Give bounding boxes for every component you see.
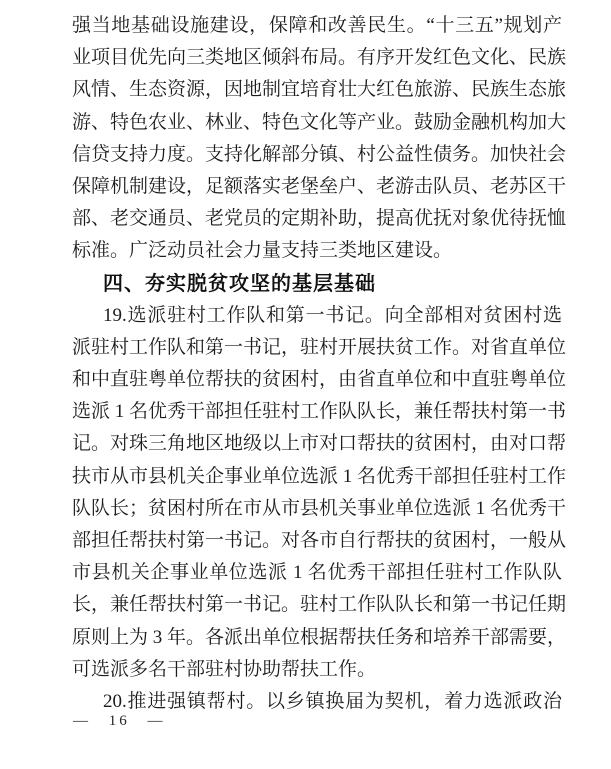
body-line: 可选派多名干部驻村协助帮扶工作。 — [72, 658, 377, 680]
body-line: 19.选派驻村工作队和第一书记。向全部相对贫困村选 — [103, 304, 562, 326]
body-line: 扶市从市县机关企事业单位选派 1 名优秀干部担任驻村工作 — [72, 465, 567, 487]
body-line: 保障机制建设，足额落实老堡垒户、老游击队员、老苏区干 — [72, 175, 567, 197]
document-body — [72, 10, 567, 718]
body-line: 队队长；贫困村所在市从市县机关事业单位选派 1 名优秀干 — [72, 497, 567, 519]
body-line: 强当地基础设施建设，保障和改善民生。“十三五”规划产 — [72, 15, 562, 36]
body-line: 游、特色农业、林业、特色文化等产业。鼓励金融机构加大 — [72, 111, 567, 133]
body-line: 和中直驻粤单位帮扶的贫困村，由省直单位和中直驻粤单位 — [72, 369, 567, 391]
body-line: 业项目优先向三类地区倾斜布局。有序开发红色文化、民族 — [72, 47, 567, 69]
body-line: 原则上为 3 年。各派出单位根据帮扶任务和培养干部需要， — [72, 626, 567, 648]
body-line: 长，兼任帮扶村第一书记。驻村工作队队长和第一书记任期 — [72, 594, 567, 616]
body-line: 选派 1 名优秀干部担任驻村工作队队长，兼任帮扶村第一书 — [72, 401, 567, 423]
body-line: 市县机关企事业单位选派 1 名优秀干部担任驻村工作队队 — [72, 562, 562, 584]
section-heading: 四、夯实脱贫攻坚的基层基础 — [103, 272, 376, 295]
body-line: 标准。广泛动员社会力量支持三类地区建设。 — [72, 240, 453, 262]
body-line: 信贷支持力度。支持化解部分镇、村公益性债务。加快社会 — [72, 143, 567, 165]
body-line: 派驻村工作队和第一书记，驻村开展扶贫工作。对省直单位 — [72, 336, 567, 358]
body-line: 部、老交通员、老党员的定期补助，提高优抚对象优待抚恤 — [72, 208, 567, 230]
body-line: 部担任帮扶村第一书记。对各市自行帮扶的贫困村，一般从 — [72, 530, 567, 551]
body-line: 记。对珠三角地区地级以上市对口帮扶的贫困村，由对口帮 — [72, 433, 567, 455]
body-line: 20.推进强镇帮村。以乡镇换届为契机，着力选派政治 — [103, 690, 562, 712]
body-line: 风情、生态资源，因地制宜培育壮大红色旅游、民族生态旅 — [72, 79, 567, 101]
page-number: — 16 — — [73, 713, 166, 729]
